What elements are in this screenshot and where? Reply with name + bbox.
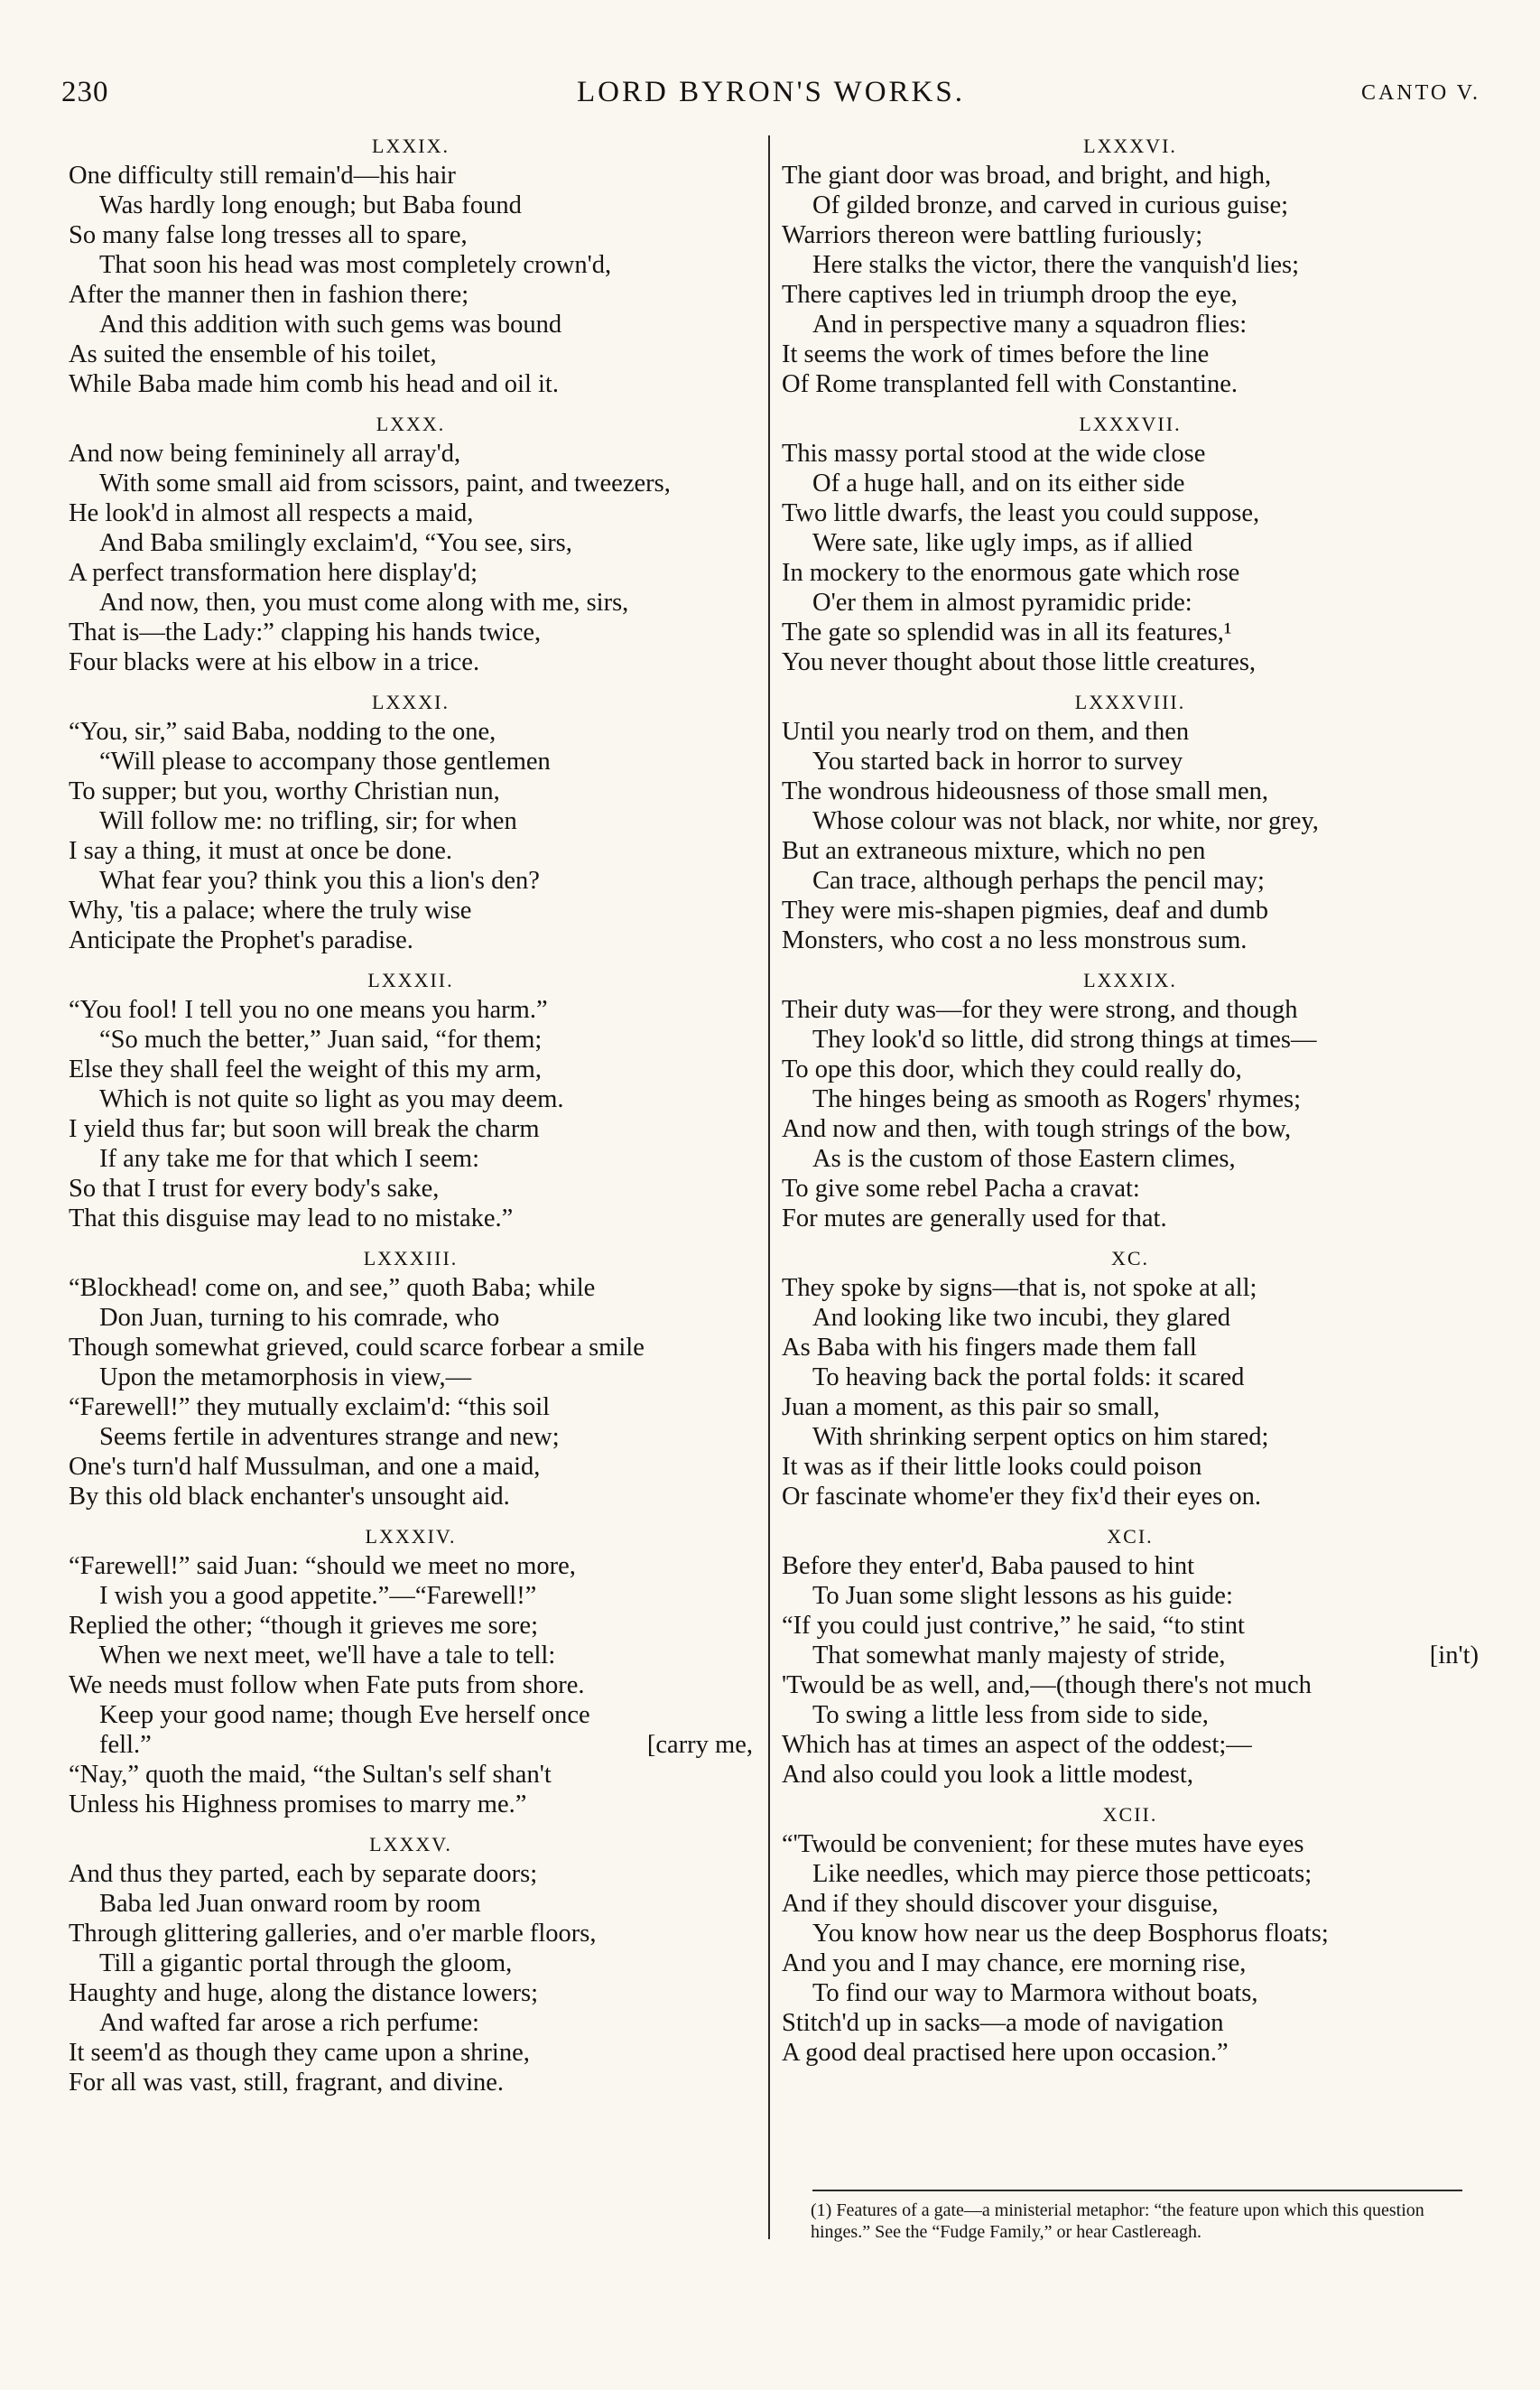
- verse-line: [69, 2068, 753, 2097]
- left-column: [69, 132, 753, 2246]
- verse-line: [69, 995, 753, 1025]
- verse-text: I wish you a good appetite.”—“Farewell!”: [99, 1582, 537, 1610]
- verse-line: [782, 2008, 1479, 2038]
- verse-text: Like needles, which may pierce those petticoats;: [812, 1860, 1313, 1888]
- verse-text: Unless his Highness promises to marry me.”: [69, 1790, 527, 1818]
- verse-text: Juan a moment, as this pair so small,: [782, 1393, 1160, 1421]
- verse-line: [69, 1303, 753, 1333]
- verse-line: [69, 1144, 753, 1174]
- stanza-number: LXXXIII.: [363, 1247, 459, 1269]
- stanza-number: LXXIX.: [372, 135, 450, 157]
- verse-line: [782, 1452, 1479, 1482]
- verse-text: Through glittering galleries, and o'er marble floors,: [69, 1920, 597, 1948]
- verse-text: But an extraneous mixture, which no pen: [782, 837, 1206, 865]
- verse-line: [782, 1392, 1479, 1422]
- verse-text: The gate so splendid was in all its features,¹: [782, 618, 1232, 646]
- verse-line: [782, 161, 1479, 191]
- page-number: 230: [61, 76, 109, 108]
- verse-line: [782, 717, 1479, 747]
- verse-text: To swing a little less from side to side,: [812, 1701, 1209, 1729]
- verse-text: And now, then, you must come along with me, sirs,: [99, 589, 629, 617]
- running-title: LORD BYRON'S WORKS.: [577, 76, 965, 108]
- verse-line: [69, 1670, 753, 1700]
- verse-line: [69, 925, 753, 955]
- verse-text: Which is not quite so light as you may deem.: [99, 1085, 564, 1113]
- verse-line: [782, 1760, 1479, 1790]
- stanza-number: LXXX.: [376, 413, 446, 435]
- verse-line: [782, 1303, 1479, 1333]
- verse-line: [69, 2038, 753, 2068]
- verse-text: “Nay,” quoth the maid, “the Sultan's self shan't: [69, 1761, 552, 1789]
- verse-line: [782, 777, 1479, 806]
- verse-line: [69, 1919, 753, 1948]
- stanza: [782, 966, 1479, 1233]
- verse-line: [782, 925, 1479, 955]
- verse-text: By this old black enchanter's unsought aid.: [69, 1483, 510, 1511]
- verse-line: [782, 1859, 1479, 1889]
- verse-text: “'Twould be convenient; for these mutes have eyes: [782, 1830, 1304, 1858]
- verse-text: In mockery to the enormous gate which rose: [782, 559, 1240, 587]
- verse-text: They spoke by signs—that is, not spoke at all;: [782, 1274, 1257, 1302]
- verse-line: [782, 280, 1479, 310]
- verse-text: “So much the better,” Juan said, “for them;: [99, 1026, 543, 1054]
- verse-text: What fear you? think you this a lion's den?: [99, 867, 540, 895]
- verse-text: Upon the metamorphosis in view,—: [99, 1363, 472, 1391]
- verse-line: [782, 2038, 1479, 2068]
- verse-text: After the manner then in fashion there;: [69, 281, 469, 309]
- verse-text: With some small aid from scissors, paint, and tweezers,: [99, 470, 671, 498]
- verse-text: “Farewell!” they mutually exclaim'd: “this soil: [69, 1393, 551, 1421]
- verse-line: [69, 836, 753, 866]
- verse-text: I say a thing, it must at once be done.: [69, 837, 453, 865]
- verse-line: [782, 1670, 1479, 1700]
- verse-text: And you and I may chance, ere morning rise,: [782, 1949, 1247, 1977]
- verse-line: [69, 588, 753, 618]
- verse-text: “Will please to accompany those gentlemen: [99, 748, 551, 776]
- verse-text: For mutes are generally used for that.: [782, 1204, 1167, 1232]
- verse-line: [782, 250, 1479, 280]
- verse-text: Before they enter'd, Baba paused to hint: [782, 1552, 1195, 1580]
- verse-line: [782, 558, 1479, 588]
- verse-text: “If you could just contrive,” he said, “to stint: [782, 1612, 1245, 1640]
- verse-text: Or fascinate whome'er they fix'd their eyes on.: [782, 1483, 1261, 1511]
- verse-text: If any take me for that which I seem:: [99, 1145, 480, 1173]
- verse-text: One's turn'd half Mussulman, and one a maid,: [69, 1453, 541, 1481]
- verse-line: [69, 1055, 753, 1084]
- stanza-number: LXXXIV.: [365, 1525, 457, 1548]
- verse-text: Replied the other; “though it grieves me sore;: [69, 1612, 538, 1640]
- verse-text: And looking like two incubi, they glared: [812, 1304, 1231, 1332]
- verse-line: [69, 1482, 753, 1511]
- verse-text: Here stalks the victor, there the vanquish'd lies;: [812, 251, 1300, 279]
- verse-line: [69, 1204, 753, 1233]
- verse-text: To ope this door, which they could really do,: [782, 1056, 1242, 1083]
- verse-line: [782, 310, 1479, 339]
- verse-line: [782, 866, 1479, 896]
- verse-text: You started back in horror to survey: [812, 748, 1183, 776]
- verse-text: Their duty was—for they were strong, and though: [782, 996, 1298, 1024]
- verse-text: It was as if their little looks could poison: [782, 1453, 1202, 1481]
- stanza: [782, 132, 1479, 399]
- verse-line: [782, 498, 1479, 528]
- verse-text: I yield thus far; but soon will break the charm: [69, 1115, 540, 1143]
- verse-text: So many false long tresses all to spare,: [69, 221, 468, 249]
- verse-text: And now and then, with tough strings of the bow,: [782, 1115, 1292, 1143]
- verse-line: [69, 1948, 753, 1978]
- verse-text: To give some rebel Pacha a cravat:: [782, 1175, 1140, 1203]
- verse-text: As Baba with his fingers made them fall: [782, 1334, 1197, 1362]
- verse-text: O'er them in almost pyramidic pride:: [812, 589, 1192, 617]
- verse-text: It seem'd as though they came upon a shrine,: [69, 2039, 530, 2067]
- verse-line: [69, 1641, 753, 1670]
- verse-line: [69, 1273, 753, 1303]
- verse-line: [69, 2008, 753, 2038]
- verse-line: [69, 717, 753, 747]
- verse-line: [782, 1025, 1479, 1055]
- verse-text: Else they shall feel the weight of this my arm,: [69, 1056, 542, 1083]
- stanza: [782, 1800, 1479, 2068]
- verse-text: They look'd so little, did strong things at times—: [812, 1026, 1317, 1054]
- stanza-number: LXXXIX.: [1083, 969, 1177, 991]
- verse-line: [782, 1174, 1479, 1204]
- verse-line: [782, 1948, 1479, 1978]
- verse-line: [782, 1273, 1479, 1303]
- verse-text: It seems the work of times before the line: [782, 340, 1210, 368]
- verse-line: [782, 1114, 1479, 1144]
- verse-line: [782, 1055, 1479, 1084]
- verse-text: They were mis-shapen pigmies, deaf and dumb: [782, 897, 1268, 925]
- verse-line: [782, 747, 1479, 777]
- verse-text: Until you nearly trod on them, and then: [782, 718, 1190, 746]
- verse-text: So that I trust for every body's sake,: [69, 1175, 440, 1203]
- verse-text: With shrinking serpent optics on him stared;: [812, 1423, 1269, 1451]
- stanza: [782, 688, 1479, 955]
- verse-line: [782, 469, 1479, 498]
- verse-line: [69, 1760, 753, 1790]
- stanza-number: LXXXVII.: [1079, 413, 1182, 435]
- verse-text: Of gilded bronze, and carved in curious guise;: [812, 191, 1289, 219]
- verse-line: [69, 310, 753, 339]
- verse-line: [782, 647, 1479, 677]
- verse-line: [782, 528, 1479, 558]
- verse-text: You never thought about those little creatures,: [782, 648, 1257, 676]
- right-column: [782, 132, 1479, 2246]
- verse-line: [782, 1978, 1479, 2008]
- verse-text: Will follow me: no trifling, sir; for when: [99, 807, 517, 835]
- verse-text: And now being femininely all array'd,: [69, 440, 461, 468]
- stanza: [782, 410, 1479, 677]
- verse-text: The giant door was broad, and bright, and high,: [782, 162, 1272, 190]
- verse-text: fell.”: [99, 1731, 152, 1759]
- verse-text: Stitch'd up in sacks—a mode of navigation: [782, 2009, 1224, 2037]
- verse-line: [69, 1025, 753, 1055]
- verse-text: Why, 'tis a palace; where the truly wise: [69, 897, 472, 925]
- verse-text: We needs must follow when Fate puts from shore.: [69, 1671, 585, 1699]
- verse-text: Keep your good name; though Eve herself once: [99, 1701, 590, 1729]
- stanza-number: LXXXVIII.: [1074, 691, 1186, 713]
- verse-line: [69, 1978, 753, 2008]
- verse-line: [782, 1422, 1479, 1452]
- verse-text: There captives led in triumph droop the eye,: [782, 281, 1238, 309]
- verse-text: Till a gigantic portal through the gloom,: [99, 1949, 513, 1977]
- stanza: [782, 1244, 1479, 1511]
- verse-line: [782, 1084, 1479, 1114]
- verse-text: To heaving back the portal folds: it scared: [812, 1363, 1245, 1391]
- verse-text: And if they should discover your disguise,: [782, 1890, 1219, 1918]
- verse-line: [69, 1084, 753, 1114]
- verse-text: While Baba made him comb his head and oil it.: [69, 370, 559, 398]
- verse-line: [782, 1889, 1479, 1919]
- verse-line: [782, 896, 1479, 925]
- verse-line: [782, 806, 1479, 836]
- verse-text: You know how near us the deep Bosphorus floats;: [812, 1920, 1329, 1948]
- verse-text: Of a huge hall, and on its either side: [812, 470, 1185, 498]
- verse-line: [69, 618, 753, 647]
- footnote: (1) Features of a gate—a ministerial metaphor: “the feature upon which this question hinges.” See the “Fudge Family,” or hear Castlereagh.: [811, 2200, 1424, 2242]
- stanza: [69, 410, 753, 677]
- verse-line: [782, 995, 1479, 1025]
- verse-text: That somewhat manly majesty of stride,: [812, 1641, 1226, 1669]
- verse-line: [69, 647, 753, 677]
- footnote-divider: [812, 2190, 1462, 2191]
- verse-line: [69, 469, 753, 498]
- verse-line: [69, 191, 753, 220]
- verse-text: To Juan some slight lessons as his guide:: [812, 1582, 1233, 1610]
- verse-text: Was hardly long enough; but Baba found: [99, 191, 522, 219]
- stanza-number: LXXXI.: [372, 691, 450, 713]
- stanza: [782, 1522, 1479, 1790]
- verse-text: Don Juan, turning to his comrade, who: [99, 1304, 500, 1332]
- verse-line: [69, 558, 753, 588]
- verse-line: [782, 836, 1479, 866]
- stanza: [69, 688, 753, 955]
- verse-text: When we next meet, we'll have a tale to tell:: [99, 1641, 556, 1669]
- verse-text: “You, sir,” said Baba, nodding to the one,: [69, 718, 496, 746]
- stanza-number: LXXXII.: [367, 969, 454, 991]
- column-divider: [768, 135, 770, 2239]
- verse-text: That soon his head was most completely crown'd,: [99, 251, 612, 279]
- verse-text: For all was vast, still, fragrant, and divine.: [69, 2069, 505, 2097]
- verse-text: Two little dwarfs, the least you could suppose,: [782, 499, 1260, 527]
- verse-text: Warriors thereon were battling furiously;: [782, 221, 1203, 249]
- verse-text: That this disguise may lead to no mistake.”: [69, 1204, 514, 1232]
- verse-text: This massy portal stood at the wide close: [782, 440, 1206, 468]
- verse-text: And this addition with such gems was bound: [99, 311, 562, 339]
- verse-turnover: [in't): [1429, 1641, 1479, 1669]
- verse-line: [69, 439, 753, 469]
- verse-line: [69, 1611, 753, 1641]
- verse-line: [782, 1829, 1479, 1859]
- stanza-number: XCII.: [1102, 1803, 1158, 1826]
- verse-text: And Baba smilingly exclaim'd, “You see, sirs,: [99, 529, 572, 557]
- verse-line: [69, 1551, 753, 1581]
- verse-text: Seems fertile in adventures strange and new;: [99, 1423, 560, 1451]
- verse-line: [69, 806, 753, 836]
- verse-text: He look'd in almost all respects a maid,: [69, 499, 474, 527]
- verse-line: [69, 498, 753, 528]
- verse-text: To supper; but you, worthy Christian nun,: [69, 777, 500, 805]
- verse-text: Whose colour was not black, nor white, nor grey,: [812, 807, 1319, 835]
- verse-text: The hinges being as smooth as Rogers' rhymes;: [812, 1085, 1302, 1113]
- verse-text: Monsters, who cost a no less monstrous sum.: [782, 926, 1248, 954]
- verse-line: [69, 777, 753, 806]
- verse-text: Anticipate the Prophet's paradise.: [69, 926, 413, 954]
- verse-text: Which has at times an aspect of the oddest;—: [782, 1731, 1252, 1759]
- verse-line: [69, 1362, 753, 1392]
- verse-text: And also could you look a little modest,: [782, 1761, 1193, 1789]
- verse-line: [69, 1700, 753, 1730]
- verse-text: Four blacks were at his elbow in a trice.: [69, 648, 480, 676]
- verse-text: One difficulty still remain'd—his hair: [69, 162, 456, 190]
- stanza-number: LXXXVI.: [1083, 135, 1177, 157]
- verse-text: Haughty and huge, along the distance lowers;: [69, 1979, 538, 2007]
- verse-line: [782, 1730, 1479, 1760]
- verse-text: And in perspective many a squadron flies:: [812, 311, 1248, 339]
- page-header: [61, 76, 1480, 116]
- verse-text: To find our way to Marmora without boats,: [812, 1979, 1258, 2007]
- stanza: [69, 1830, 753, 2097]
- verse-line: [782, 1581, 1479, 1611]
- stanza: [69, 1522, 753, 1819]
- verse-line: [69, 1392, 753, 1422]
- verse-line: [782, 1482, 1479, 1511]
- verse-line: [782, 1919, 1479, 1948]
- verse-line: [782, 439, 1479, 469]
- verse-text: And thus they parted, each by separate doors;: [69, 1860, 538, 1888]
- verse-text: 'Twould be as well, and,—(though there's not much: [782, 1671, 1312, 1699]
- verse-text: Of Rome transplanted fell with Constantine.: [782, 370, 1238, 398]
- verse-line: [782, 191, 1479, 220]
- verse-line: [69, 1581, 753, 1611]
- verse-line: [69, 1422, 753, 1452]
- verse-text: “You fool! I tell you no one means you harm.”: [69, 996, 548, 1024]
- verse-line: [782, 339, 1479, 369]
- verse-line: [69, 1333, 753, 1362]
- stanza: [69, 1244, 753, 1511]
- verse-line: [69, 1790, 753, 1819]
- verse-line: [69, 1174, 753, 1204]
- verse-line: [782, 1611, 1479, 1641]
- verse-text: The wondrous hideousness of those small men,: [782, 777, 1269, 805]
- verse-text: Though somewhat grieved, could scarce forbear a smile: [69, 1334, 645, 1362]
- verse-text: Can trace, although perhaps the pencil may;: [812, 867, 1265, 895]
- verse-text: “Farewell!” said Juan: “should we meet no more,: [69, 1552, 576, 1580]
- verse-line: [782, 1551, 1479, 1581]
- canto-label: CANTO V.: [1360, 81, 1480, 105]
- stanza: [69, 966, 753, 1233]
- verse-line: [782, 1204, 1479, 1233]
- verse-line: [69, 1114, 753, 1144]
- verse-line: [69, 866, 753, 896]
- verse-line: [69, 369, 753, 399]
- stanza-number: LXXXV.: [369, 1833, 452, 1855]
- verse-text: And wafted far arose a rich perfume:: [99, 2009, 479, 2037]
- verse-line: [69, 747, 753, 777]
- verse-line: [69, 161, 753, 191]
- verse-line: [782, 1700, 1479, 1730]
- verse-line: [69, 896, 753, 925]
- verse-line: [69, 1859, 753, 1889]
- verse-text: “Blockhead! come on, and see,” quoth Baba; while: [69, 1274, 596, 1302]
- verse-line: [69, 280, 753, 310]
- verse-line: [69, 1889, 753, 1919]
- stanza: [69, 132, 753, 399]
- verse-line: [69, 528, 753, 558]
- stanza-number: XC.: [1110, 1247, 1150, 1269]
- verse-line: [782, 618, 1479, 647]
- verse-text: A good deal practised here upon occasion.”: [782, 2039, 1229, 2067]
- verse-line: [69, 339, 753, 369]
- verse-text: As suited the ensemble of his toilet,: [69, 340, 437, 368]
- verse-line: [69, 1452, 753, 1482]
- verse-line: [782, 369, 1479, 399]
- verse-text: A perfect transformation here display'd;: [69, 559, 478, 587]
- stanza-number: XCI.: [1107, 1525, 1154, 1548]
- verse-text: That is—the Lady:” clapping his hands twice,: [69, 618, 542, 646]
- verse-turnover: [carry me,: [646, 1731, 753, 1759]
- verse-line: [782, 588, 1479, 618]
- verse-line: [782, 1333, 1479, 1362]
- verse-text: As is the custom of those Eastern climes,: [812, 1145, 1236, 1173]
- verse-line: [782, 1144, 1479, 1174]
- verse-line: [782, 220, 1479, 250]
- verse-text: Baba led Juan onward room by room: [99, 1890, 481, 1918]
- verse-line: [69, 1730, 753, 1760]
- verse-line: [69, 250, 753, 280]
- verse-line: [69, 220, 753, 250]
- verse-line: [782, 1362, 1479, 1392]
- verse-line: [782, 1641, 1479, 1670]
- verse-text: Were sate, like ugly imps, as if allied: [812, 529, 1193, 557]
